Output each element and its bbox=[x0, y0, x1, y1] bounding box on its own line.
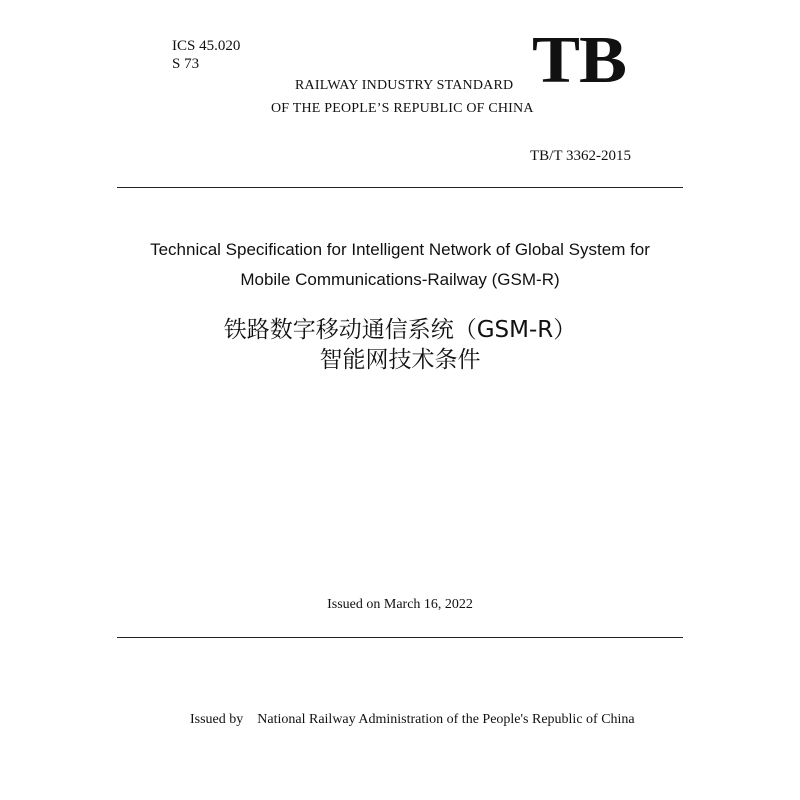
issued-by-label: Issued by bbox=[190, 712, 244, 727]
issuer-organization: National Railway Administration of the People's Republic of China bbox=[257, 712, 635, 727]
standard-number: TB/T 3362-2015 bbox=[530, 148, 631, 164]
english-title-line-1: Technical Specification for Intelligent Network of Global System for bbox=[150, 240, 650, 259]
bottom-divider bbox=[117, 637, 683, 638]
tb-logo: TB bbox=[532, 23, 627, 97]
issued-date: Issued on March 16, 2022 bbox=[327, 597, 473, 612]
english-title-line-2: Mobile Communications-Railway (GSM-R) bbox=[240, 270, 560, 289]
org-line-1: RAILWAY INDUSTRY STANDARD bbox=[295, 78, 514, 93]
chinese-title-line-1: 铁路数字移动通信系统（GSM-R） bbox=[223, 317, 577, 343]
org-line-2: OF THE PEOPLE’S REPUBLIC OF CHINA bbox=[271, 101, 534, 116]
ics-code: ICS 45.020 bbox=[172, 38, 241, 54]
chinese-title-line-2: 智能网技术条件 bbox=[319, 347, 481, 373]
classification-code: S 73 bbox=[172, 56, 200, 72]
top-divider bbox=[117, 187, 683, 188]
issuer-row bbox=[190, 711, 635, 729]
